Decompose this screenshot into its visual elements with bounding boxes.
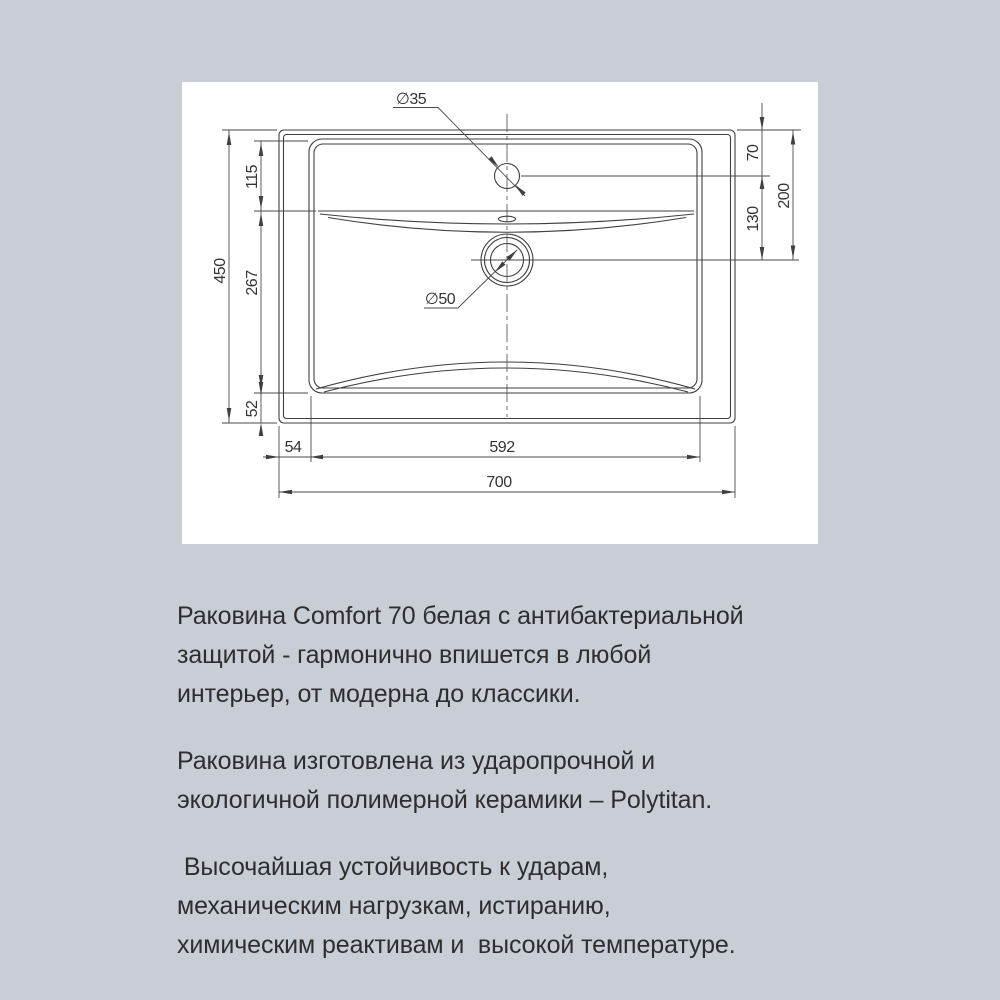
dim-label-267: 267	[244, 270, 261, 296]
dimension-arrows	[227, 117, 796, 494]
description-line: защитой - гармонично впишется в любой	[177, 641, 652, 669]
description-line: интерьер, от модерна до классики.	[177, 680, 581, 708]
dim-label-592: 592	[489, 439, 515, 456]
dimension-labels	[212, 91, 793, 491]
dim-label-200: 200	[776, 183, 793, 209]
dim-label-115: 115	[244, 164, 261, 190]
basin-outline	[309, 139, 702, 393]
description-line: механическим нагрузкам, истиранию,	[177, 892, 611, 920]
dim-label-drain-diameter: ∅50	[424, 291, 456, 308]
dim-label-52: 52	[244, 400, 261, 418]
dim-label-70: 70	[745, 144, 762, 162]
description-line: Высочайшая устойчивость к ударам,	[177, 853, 609, 881]
sink-technical-drawing	[182, 82, 818, 544]
description-paragraph-1	[177, 597, 857, 714]
dim-label-faucet-diameter: ∅35	[395, 91, 427, 108]
description-paragraph-2	[177, 742, 857, 820]
product-description	[177, 597, 857, 993]
description-line: Раковина Comfort 70 белая с антибактериальной	[177, 602, 744, 630]
technical-drawing-panel	[182, 82, 818, 544]
dim-label-700: 700	[486, 474, 512, 491]
dim-label-54: 54	[284, 439, 302, 456]
description-line: химическим реактивам и высокой температуре.	[177, 931, 736, 959]
description-line: Раковина изготовлена из ударопрочной и	[177, 747, 655, 775]
dim-label-130: 130	[745, 206, 762, 232]
description-line: экологичной полимерной керамики – Polytitan.	[177, 786, 713, 814]
dim-label-450: 450	[212, 258, 229, 284]
description-paragraph-3	[177, 848, 857, 965]
